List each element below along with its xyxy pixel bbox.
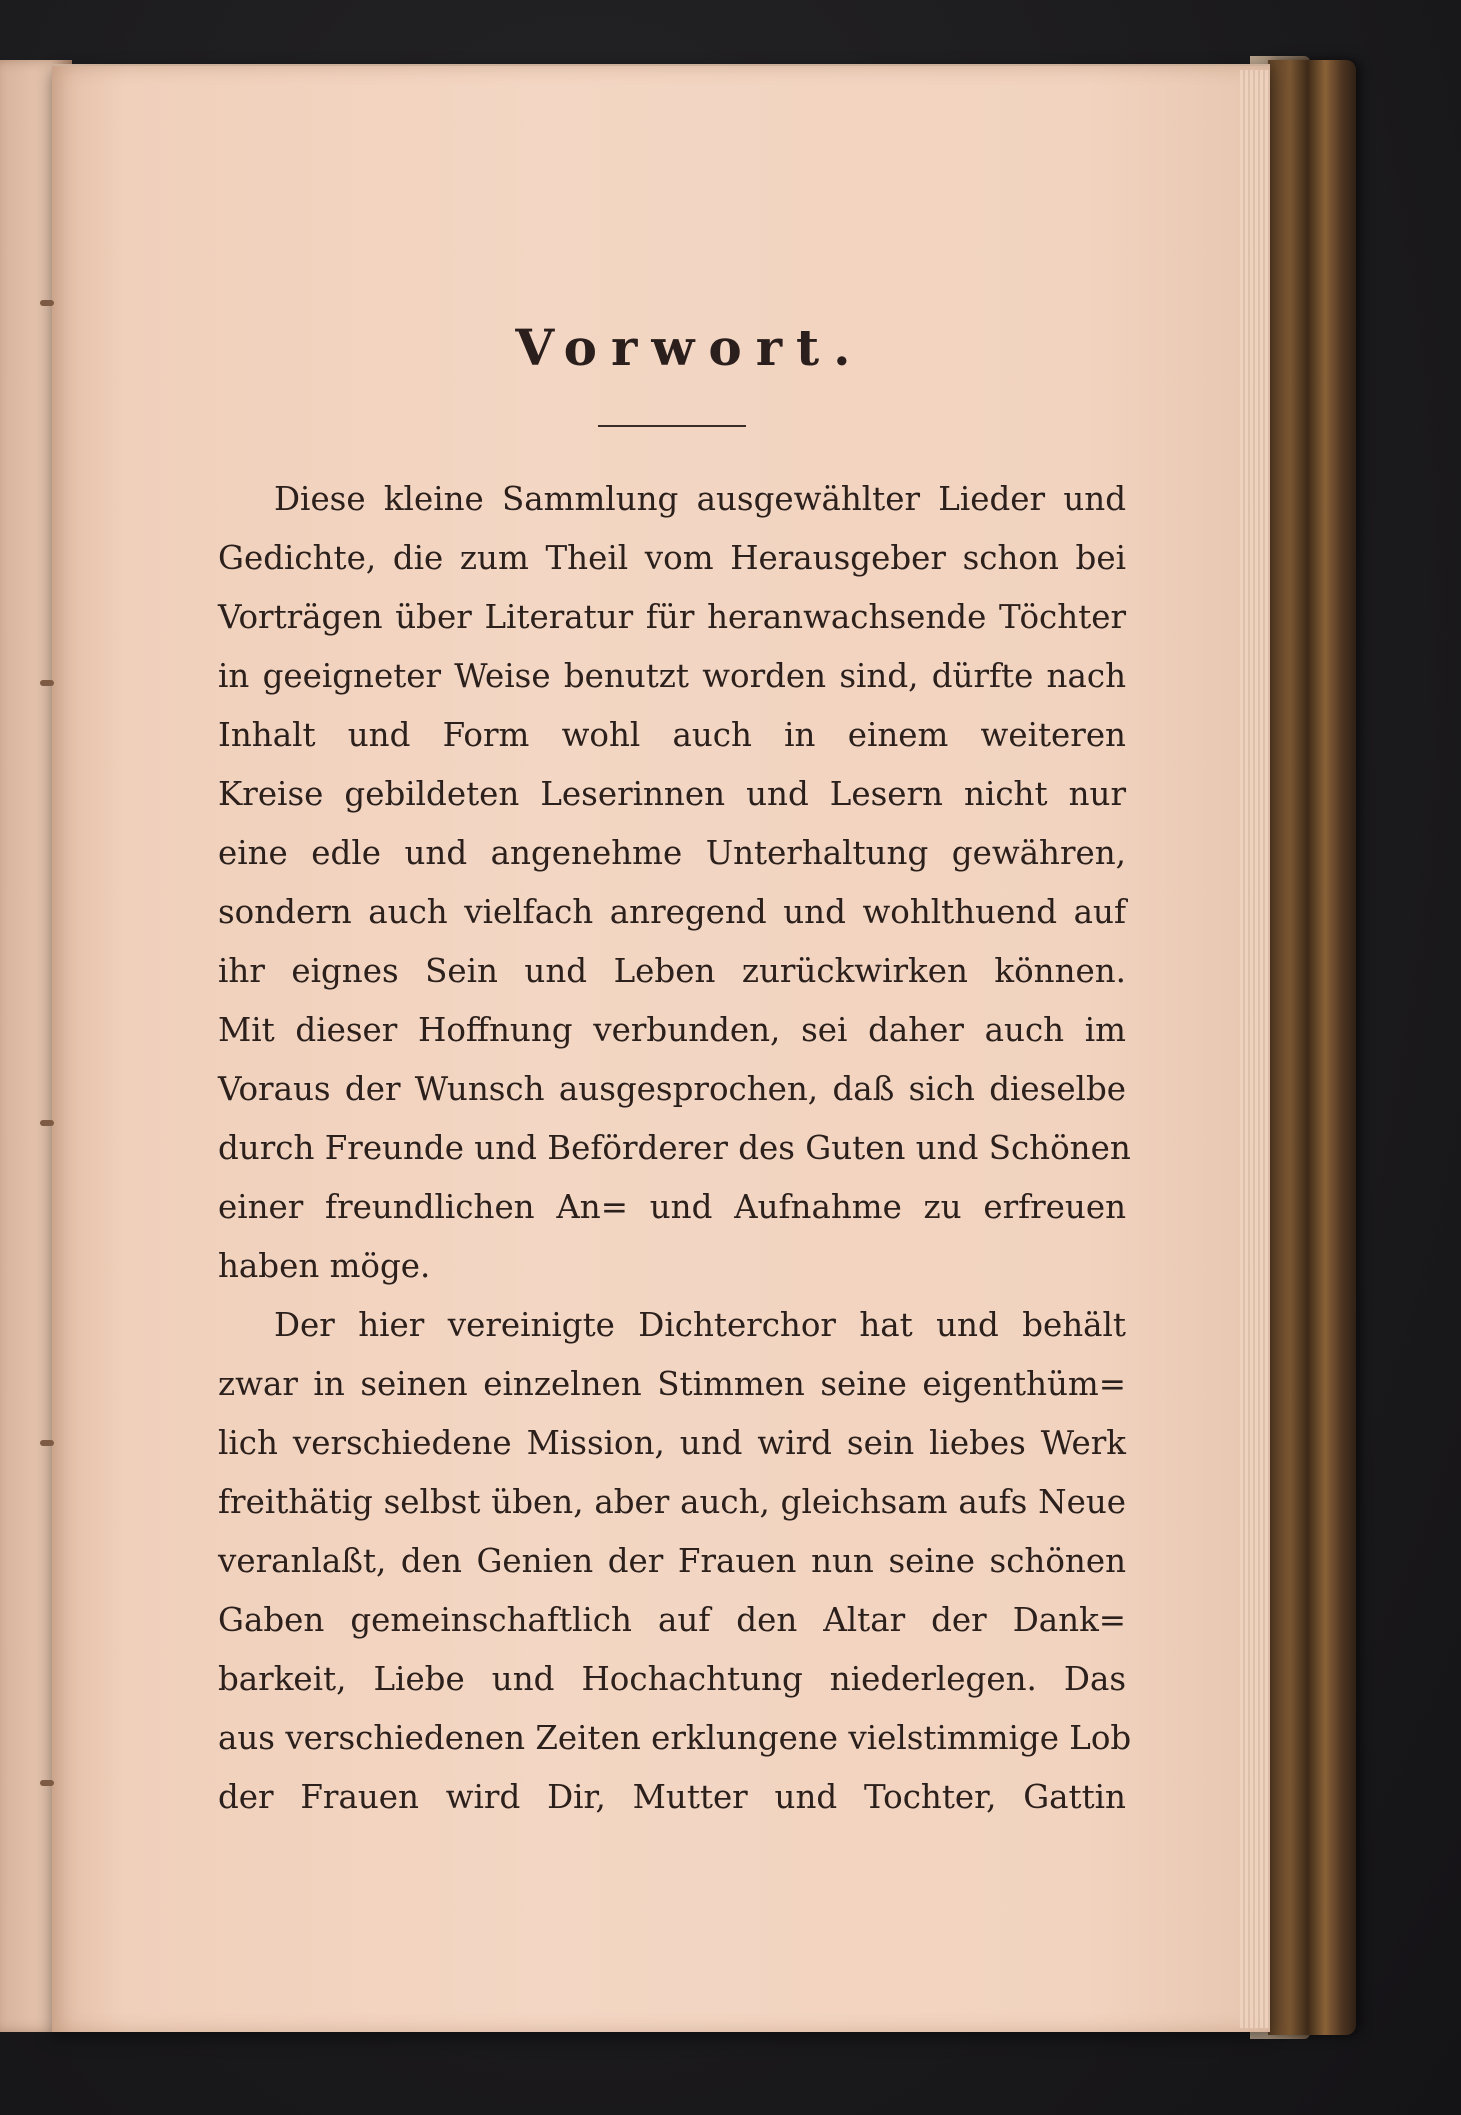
text-line: der Frauen wird Dir, Mutter und Tochter, Gattin [218, 1778, 1126, 1816]
text-line: Inhalt und Form wohl auch in einem weiteren [218, 716, 1126, 754]
text-line: einer freundlichen An= und Aufnahme zu erfreuen [218, 1188, 1126, 1226]
text-line: Gedichte, die zum Theil vom Herausgeber schon bei [218, 539, 1126, 577]
text-line: durch Freunde und Beförderer des Guten und Schönen [218, 1129, 1131, 1167]
text-line: lich verschiedene Mission, und wird sein liebes Werk [218, 1424, 1126, 1462]
title-divider [598, 425, 746, 427]
text-line: Mit dieser Hoffnung verbunden, sei daher auch im [218, 1011, 1126, 1049]
page-title: Vorwort. [515, 318, 865, 377]
text-line: Kreise gebildeten Leserinnen und Lesern nicht nur [218, 775, 1126, 813]
text-line: Der hier vereinigte Dichterchor hat und behält [274, 1306, 1126, 1344]
text-line: freithätig selbst üben, aber auch, gleichsam aufs Neue [218, 1483, 1126, 1521]
text-line: barkeit, Liebe und Hochachtung niederlegen. Das [218, 1660, 1126, 1698]
binding-stitches [40, 300, 54, 1900]
page-stack-edge [1240, 70, 1270, 2028]
book-spine [1268, 60, 1356, 2035]
text-line: Gaben gemeinschaftlich auf den Altar der Dank= [218, 1601, 1126, 1639]
text-line: zwar in seinen einzelnen Stimmen seine eigenthüm= [218, 1365, 1126, 1403]
text-line: in geeigneter Weise benutzt worden sind, dürfte nach [218, 657, 1126, 695]
text-line: haben möge. [218, 1247, 431, 1285]
text-line: sondern auch vielfach anregend und wohlthuend auf [218, 893, 1126, 931]
text-line: ihr eignes Sein und Leben zurückwirken können. [218, 952, 1126, 990]
text-line: aus verschiedenen Zeiten erklungene vielstimmige Lob [218, 1719, 1132, 1757]
text-line: Voraus der Wunsch ausgesprochen, daß sich dieselbe [218, 1070, 1126, 1108]
text-line: veranlaßt, den Genien der Frauen nun seine schönen [218, 1542, 1126, 1580]
text-line: Diese kleine Sammlung ausgewählter Lieder und [274, 480, 1126, 518]
text-line: eine edle und angenehme Unterhaltung gewähren, [218, 834, 1126, 872]
text-line: Vorträgen über Literatur für heranwachsende Töchter [218, 598, 1126, 636]
body-text [218, 470, 1132, 1827]
